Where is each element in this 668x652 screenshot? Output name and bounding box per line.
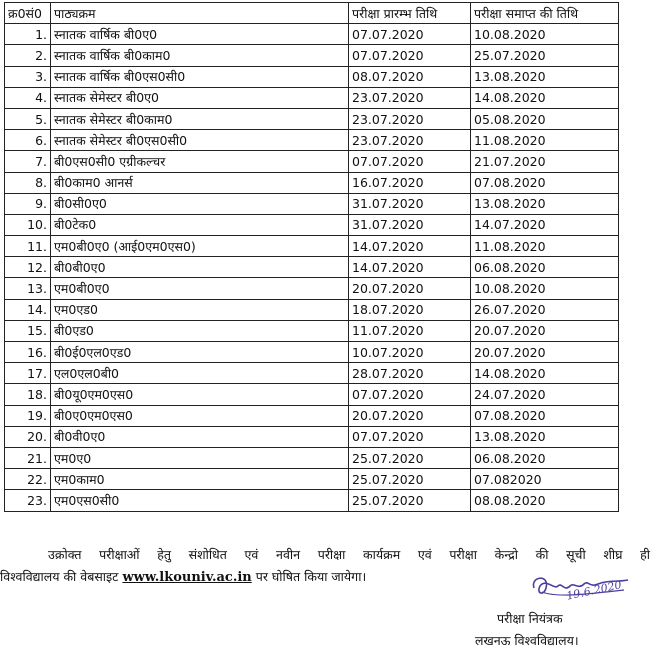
table-row [5, 193, 619, 214]
serial-cell: 2. [5, 45, 51, 66]
start-date-cell: 23.07.2020 [349, 130, 471, 151]
header-end-date: परीक्षा समाप्त की तिथि [471, 3, 619, 24]
start-date-cell: 10.07.2020 [349, 342, 471, 363]
serial-cell: 20. [5, 426, 51, 447]
course-cell: बी0यू0एम0एस0 [51, 384, 349, 405]
start-date-cell: 14.07.2020 [349, 236, 471, 257]
start-date-cell: 08.07.2020 [349, 66, 471, 87]
serial-cell: 17. [5, 363, 51, 384]
notice-line-1: उक्रोक्त परीक्षाओं हेतु संशोधित एवं नवीन परीक्षा कार्यक्रम एवं परीक्षा केन्द्रो की सूची शीघ्र ही [48, 547, 650, 562]
course-cell: स्नातक वार्षिक बी0एस0सी0 [51, 66, 349, 87]
table-row [5, 405, 619, 426]
end-date-cell: 20.07.2020 [471, 320, 619, 341]
table-row [5, 172, 619, 193]
serial-cell: 14. [5, 299, 51, 320]
serial-cell: 9. [5, 193, 51, 214]
table-row [5, 66, 619, 87]
serial-cell: 11. [5, 236, 51, 257]
end-date-cell: 05.08.2020 [471, 108, 619, 129]
table-row [5, 24, 619, 45]
start-date-cell: 28.07.2020 [349, 363, 471, 384]
end-date-cell: 25.07.2020 [471, 45, 619, 66]
course-cell: बी0एड0 [51, 320, 349, 341]
start-date-cell: 07.07.2020 [349, 24, 471, 45]
start-date-cell: 07.07.2020 [349, 426, 471, 447]
course-cell: स्नातक वार्षिक बी0काम0 [51, 45, 349, 66]
course-cell: बी0एस0सी0 एग्रीकल्चर [51, 151, 349, 172]
notice-line-2-end: पर घोषित किया जायेगा। [255, 569, 367, 584]
start-date-cell: 07.07.2020 [349, 384, 471, 405]
course-cell: बी0सी0ए0 [51, 193, 349, 214]
course-cell: बी0बी0ए0 [51, 257, 349, 278]
table-row [5, 214, 619, 235]
table-row [5, 363, 619, 384]
end-date-cell: 26.07.2020 [471, 299, 619, 320]
course-cell: बी0टेक0 [51, 214, 349, 235]
table-header-row [5, 3, 619, 24]
header-serial: क्र0सं0 [5, 3, 51, 24]
course-cell: एम0बी0ए0 [51, 278, 349, 299]
end-date-cell: 11.08.2020 [471, 236, 619, 257]
course-cell: स्नातक वार्षिक बी0ए0 [51, 24, 349, 45]
end-date-cell: 08.08.2020 [471, 490, 619, 511]
start-date-cell: 25.07.2020 [349, 469, 471, 490]
serial-cell: 18. [5, 384, 51, 405]
start-date-cell: 11.07.2020 [349, 320, 471, 341]
end-date-cell: 11.08.2020 [471, 130, 619, 151]
university-name: लखनऊ विश्वविद्यालय। [475, 633, 579, 648]
start-date-cell: 31.07.2020 [349, 214, 471, 235]
start-date-cell: 23.07.2020 [349, 87, 471, 108]
end-date-cell: 07.082020 [471, 469, 619, 490]
end-date-cell: 13.08.2020 [471, 193, 619, 214]
serial-cell: 5. [5, 108, 51, 129]
start-date-cell: 20.07.2020 [349, 405, 471, 426]
website-link[interactable]: www.lkouniv.ac.in [122, 570, 252, 585]
end-date-cell: 10.08.2020 [471, 278, 619, 299]
table-row [5, 130, 619, 151]
serial-cell: 23. [5, 490, 51, 511]
table-row [5, 151, 619, 172]
table-row [5, 342, 619, 363]
end-date-cell: 07.08.2020 [471, 405, 619, 426]
serial-cell: 8. [5, 172, 51, 193]
notice-line-2-start: विश्वविद्यालय की वेबसाइट [0, 569, 119, 584]
end-date-cell: 13.08.2020 [471, 66, 619, 87]
start-date-cell: 18.07.2020 [349, 299, 471, 320]
serial-cell: 21. [5, 447, 51, 468]
course-cell: एम0काम0 [51, 469, 349, 490]
start-date-cell: 16.07.2020 [349, 172, 471, 193]
end-date-cell: 13.08.2020 [471, 426, 619, 447]
course-cell: स्नातक सेमेस्टर बी0काम0 [51, 108, 349, 129]
header-course: पाठ्यक्रम [51, 3, 349, 24]
course-cell: बी0वी0ए0 [51, 426, 349, 447]
course-cell: स्नातक सेमेस्टर बी0ए0 [51, 87, 349, 108]
end-date-cell: 20.07.2020 [471, 342, 619, 363]
table-row [5, 299, 619, 320]
serial-cell: 3. [5, 66, 51, 87]
serial-cell: 19. [5, 405, 51, 426]
course-cell: बी0काम0 आनर्स [51, 172, 349, 193]
start-date-cell: 25.07.2020 [349, 490, 471, 511]
table-row [5, 87, 619, 108]
signature-date: 19.6.2020 [565, 578, 623, 603]
start-date-cell: 14.07.2020 [349, 257, 471, 278]
table-row [5, 278, 619, 299]
end-date-cell: 10.08.2020 [471, 24, 619, 45]
table-row [5, 384, 619, 405]
table-row [5, 447, 619, 468]
table-row [5, 320, 619, 341]
serial-cell: 22. [5, 469, 51, 490]
table-row [5, 108, 619, 129]
end-date-cell: 14.07.2020 [471, 214, 619, 235]
designation: परीक्षा नियंत्रक [497, 611, 563, 626]
start-date-cell: 20.07.2020 [349, 278, 471, 299]
table-row [5, 236, 619, 257]
table-row [5, 426, 619, 447]
end-date-cell: 07.08.2020 [471, 172, 619, 193]
table-row [5, 45, 619, 66]
serial-cell: 7. [5, 151, 51, 172]
start-date-cell: 07.07.2020 [349, 45, 471, 66]
header-start-date: परीक्षा प्रारम्भ तिथि [349, 3, 471, 24]
course-cell: एम0ए0 [51, 447, 349, 468]
serial-cell: 6. [5, 130, 51, 151]
serial-cell: 15. [5, 320, 51, 341]
end-date-cell: 14.08.2020 [471, 87, 619, 108]
serial-cell: 12. [5, 257, 51, 278]
exam-schedule-table [4, 2, 619, 512]
course-cell: एम0बी0ए0 (आई0एम0एस0) [51, 236, 349, 257]
serial-cell: 4. [5, 87, 51, 108]
table-row [5, 257, 619, 278]
end-date-cell: 14.08.2020 [471, 363, 619, 384]
course-cell: स्नातक सेमेस्टर बी0एस0सी0 [51, 130, 349, 151]
end-date-cell: 06.08.2020 [471, 447, 619, 468]
serial-cell: 1. [5, 24, 51, 45]
end-date-cell: 21.07.2020 [471, 151, 619, 172]
start-date-cell: 25.07.2020 [349, 447, 471, 468]
course-cell: एम0एड0 [51, 299, 349, 320]
table-row [5, 469, 619, 490]
serial-cell: 10. [5, 214, 51, 235]
course-cell: बी0ए0एम0एस0 [51, 405, 349, 426]
course-cell: एल0एल0बी0 [51, 363, 349, 384]
start-date-cell: 31.07.2020 [349, 193, 471, 214]
start-date-cell: 07.07.2020 [349, 151, 471, 172]
end-date-cell: 24.07.2020 [471, 384, 619, 405]
serial-cell: 16. [5, 342, 51, 363]
serial-cell: 13. [5, 278, 51, 299]
course-cell: एम0एस0सी0 [51, 490, 349, 511]
table-body [5, 24, 619, 511]
start-date-cell: 23.07.2020 [349, 108, 471, 129]
table-row [5, 490, 619, 511]
end-date-cell: 06.08.2020 [471, 257, 619, 278]
course-cell: बी0ई0एल0एड0 [51, 342, 349, 363]
